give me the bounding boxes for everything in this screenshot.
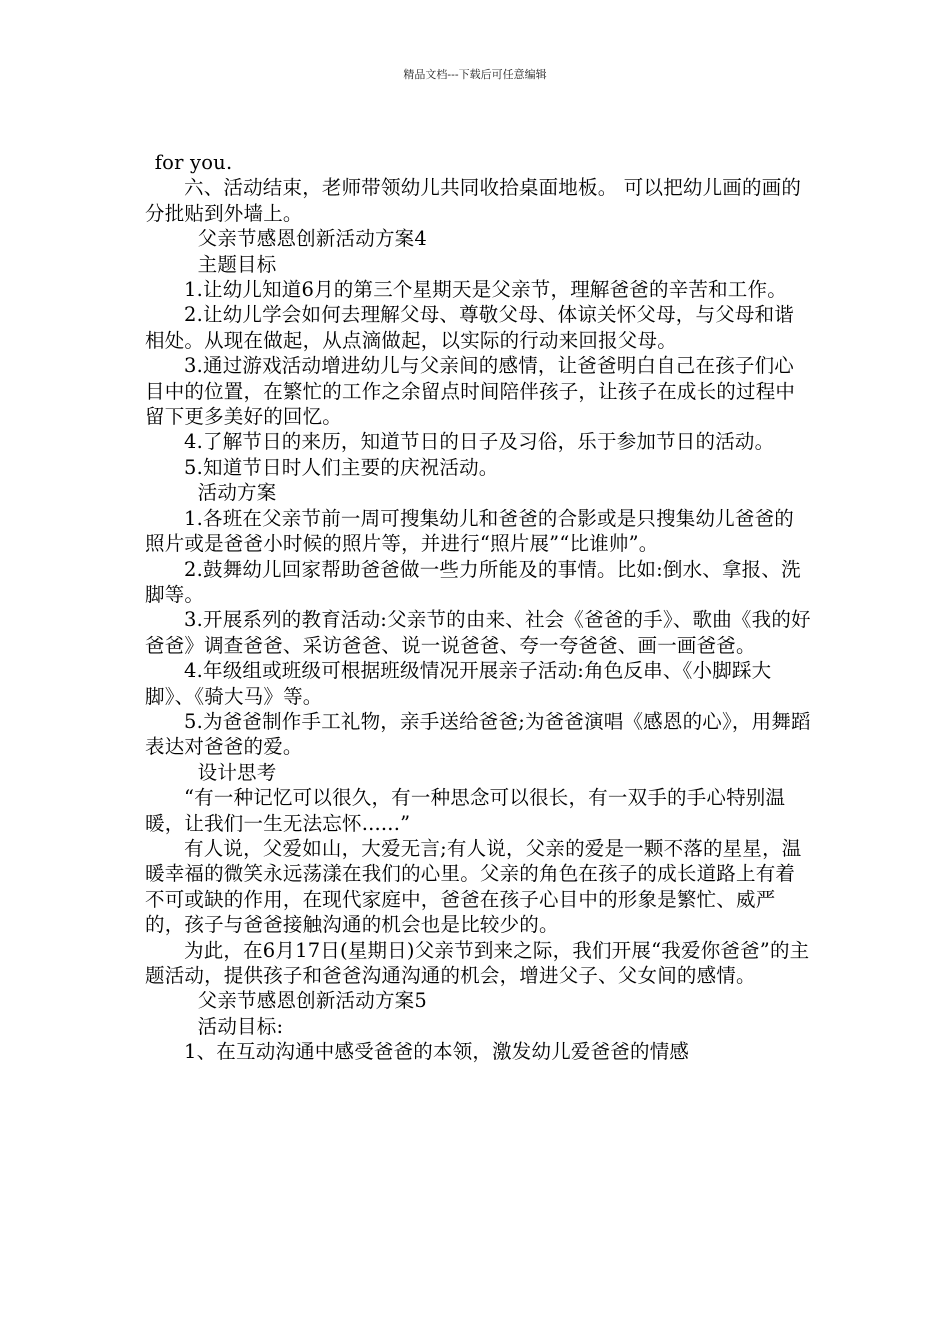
document-body	[145, 150, 813, 1065]
list-item: 1.各班在父亲节前一周可搜集幼儿和爸爸的合影或是只搜集幼儿爸爸的照片或是爸爸小时候的照片等，并进行“照片展”“比谁帅”。	[145, 506, 795, 556]
paragraph: for you.	[154, 151, 233, 174]
list-item: 5.知道节日时人们主要的庆祝活动。	[184, 455, 499, 479]
list-item: 1、在互动沟通中感受爸爸的本领，激发幼儿爱爸爸的情感	[184, 1040, 690, 1064]
list-item: 2.让幼儿学会如何去理解父母、尊敬父母、体谅关怀父母，与父母和谐相处。从现在做起，从点滴做起，以实际的行动来回报父母。	[145, 303, 795, 352]
paragraph: 为此，在6月17日(星期日)父亲节到来之际，我们开展“我爱你爸爸”的主题活动，提供孩子和爸爸沟通沟通的机会，增进父子、父女间的感情。	[145, 938, 810, 987]
section-subtitle: 设计思考	[197, 760, 277, 784]
section-subtitle: 活动方案	[197, 481, 277, 505]
quote-paragraph: “有一种记忆可以很久，有一种思念可以很长，有一双手的手心特别温暖，让我们一生无法忘怀......”	[145, 786, 786, 835]
list-item: 4.年级组或班级可根据班级情况开展亲子活动:角色反串、《小脚踩大脚》、《骑大马》等。	[145, 659, 772, 708]
list-item: 1.让幼儿知道6月的第三个星期天是父亲节，理解爸爸的辛苦和工作。	[184, 278, 787, 302]
list-item: 3.通过游戏活动增进幼儿与父亲间的感情，让爸爸明白自己在孩子们心目中的位置，在繁忙的工作之余留点时间陪伴孩子，让孩子在成长的过程中留下更多美好的回忆。	[145, 354, 796, 429]
page-header: 精品文档---下载后可任意编辑	[403, 68, 547, 81]
section-title: 父亲节感恩创新活动方案4	[197, 227, 427, 251]
list-item: 2.鼓舞幼儿回家帮助爸爸做一些力所能及的事情。比如:倒水、拿报、洗脚等。	[145, 557, 801, 606]
list-item: 5.为爸爸制作手工礼物，亲手送给爸爸;为爸爸演唱《感恩的心》，用舞蹈表达对爸爸的爱。	[145, 709, 811, 759]
section-title: 父亲节感恩创新活动方案5	[197, 989, 427, 1013]
paragraph: 有人说，父爱如山，大爱无言;有人说，父亲的爱是一颗不落的星星，温暖幸福的微笑永远荡漾在我们的心里。父亲的角色在孩子的成长道路上有着不可或缺的作用，在现代家庭中，爸爸在孩子心目中的形象是繁忙、威严的，孩子与爸爸接触沟通的机会也是比较少的。	[145, 836, 802, 937]
list-item: 3.开展系列的教育活动:父亲节的由来、社会《爸爸的手》、歌曲《我的好爸爸》调查爸爸、采访爸爸、说一说爸爸、夸一夸爸爸、画一画爸爸。	[145, 608, 811, 657]
section-subtitle: 活动目标:	[197, 1014, 284, 1038]
section-subtitle: 主题目标	[197, 252, 277, 276]
paragraph: 六、活动结束，老师带领幼儿共同收拾桌面地板。 可以把幼儿画的画的分批贴到外墙上。	[145, 176, 802, 225]
list-item: 4.了解节日的来历，知道节日的日子及习俗，乐于参加节日的活动。	[184, 430, 775, 454]
